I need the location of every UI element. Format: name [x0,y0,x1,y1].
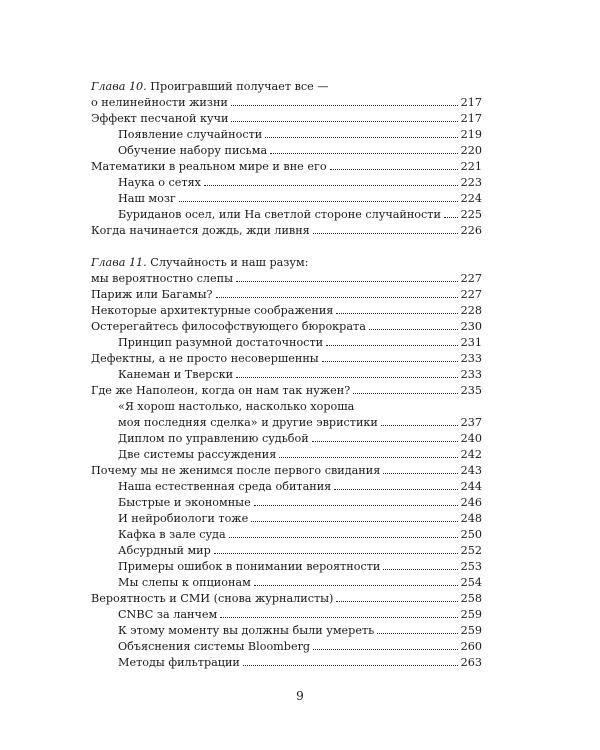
dot-leader [336,313,457,314]
dot-leader [353,393,457,394]
dot-leader [330,169,458,170]
toc-entry-continuation [91,415,482,431]
entry-page-number: 231 [460,336,482,349]
dot-leader [243,665,458,666]
entry-page-number: 228 [460,304,482,317]
entry-page-number: 225 [460,208,482,221]
entry-title: Париж или Багамы? [91,288,213,301]
toc-entry [91,303,482,319]
section-spacer [91,239,482,255]
toc-entry [91,159,482,175]
entry-title: Некоторые архитектурные соображения [91,304,334,317]
chapter-heading-text [91,79,332,95]
dot-leader [336,601,457,602]
entry-title: Принцип разумной достаточности [118,336,324,349]
toc-entry [91,111,482,127]
entry-page-number: 233 [460,352,482,365]
dot-leader [216,297,458,298]
dot-leader [214,553,458,554]
entry-page-number: 254 [460,576,482,589]
chapter-label: Глава 10. [91,80,147,93]
toc-entry [91,223,482,239]
toc-subentry [91,511,482,527]
toc-subentry [91,447,482,463]
entry-title: Кафка в зале суда [118,528,226,541]
dot-leader [326,345,458,346]
dot-leader [265,137,457,138]
entry-title: о нелинейности жизни [91,96,228,109]
dot-leader [270,153,458,154]
entry-page-number: 240 [460,432,482,445]
toc-subentry [91,543,482,559]
entry-page-number: 217 [460,96,482,109]
entry-page-number: 252 [460,544,482,557]
entry-page-number: 259 [460,624,482,637]
entry-page-number: 224 [460,192,482,205]
entry-title: Примеры ошибок в понимании вероятности [118,560,381,573]
toc-subentry [91,607,482,623]
entry-title: Канеман и Тверски [118,368,234,381]
dot-leader [322,361,458,362]
chapter-heading-text [91,255,311,271]
entry-page-number: 243 [460,464,482,477]
toc-subentry [91,191,482,207]
entry-title: Диплом по управлению судьбой [118,432,309,445]
toc-entry [91,591,482,607]
toc-entry [91,463,482,479]
entry-title: Вероятность и СМИ (снова журналисты) [91,592,334,605]
entry-title: CNBC за ланчем [118,608,218,621]
entry-page-number: 221 [460,160,482,173]
dot-leader [313,649,458,650]
entry-title: моя последняя сделка» и другие эвристики [118,416,378,429]
chapter-label: Глава 11. [91,256,147,269]
dot-leader [236,281,458,282]
toc-subentry [91,367,482,383]
toc-subentry [91,207,482,223]
chapter-title: Проигравший получает все — [150,80,329,93]
chapter-title: Случайность и наш разум: [150,256,309,269]
dot-leader [220,617,457,618]
dot-leader [251,521,457,522]
dot-leader [369,329,458,330]
dot-leader [377,633,457,634]
entry-page-number: 263 [460,656,482,669]
dot-leader [312,441,458,442]
page-number: 9 [296,689,304,703]
entry-page-number: 244 [460,480,482,493]
dot-leader [313,233,458,234]
entry-page-number: 242 [460,448,482,461]
toc-subentry [91,527,482,543]
toc-entry [91,287,482,303]
entry-page-number: 227 [460,288,482,301]
entry-title: Остерегайтесь философствующего бюрократа [91,320,366,333]
entry-title: К этому моменту вы должны были умереть [118,624,375,637]
entry-page-number: 259 [460,608,482,621]
entry-title: Наука о сетях [118,176,201,189]
chapter-heading [91,255,482,271]
entry-page-number: 233 [460,368,482,381]
toc-subentry [91,335,482,351]
toc-subentry [91,431,482,447]
dot-leader [334,489,457,490]
dot-leader [179,201,458,202]
toc-subentry [91,127,482,143]
entry-title: Где же Наполеон, когда он нам так нужен? [91,384,351,397]
entry-page-number: 223 [460,176,482,189]
dot-leader [279,457,457,458]
dot-leader [236,377,458,378]
dot-leader [254,505,458,506]
toc-entry [91,319,482,335]
entry-title: Наша естественная среда обитания [118,480,332,493]
entry-page-number: 230 [460,320,482,333]
entry-title: Буриданов осел, или На светлой стороне случайности [118,208,441,221]
entry-page-number: 253 [460,560,482,573]
dot-leader [231,121,457,122]
entry-title: Когда начинается дождь, жди ливня [91,224,310,237]
entry-page-number: 250 [460,528,482,541]
toc-subentry [91,655,482,671]
entry-page-number: 227 [460,272,482,285]
entry-page-number: 226 [460,224,482,237]
entry-title: Дефектны, а не просто несовершенны [91,352,319,365]
chapter-heading [91,79,482,95]
toc-subentry [91,143,482,159]
entry-title: Объяснения системы Bloomberg [118,640,311,653]
entry-title: Наш мозг [118,192,176,205]
dot-leader [383,569,457,570]
toc-entry [91,351,482,367]
entry-title: Две системы рассуждения [118,448,277,461]
dot-leader [383,473,457,474]
table-of-contents [91,79,482,671]
entry-page-number: 248 [460,512,482,525]
entry-title: И нейробиологи тоже [118,512,249,525]
toc-entry [91,383,482,399]
entry-title: Методы фильтрации [118,656,240,669]
entry-page-number: 235 [460,384,482,397]
toc-subentry [91,175,482,191]
entry-page-number: 220 [460,144,482,157]
dot-leader [254,585,458,586]
entry-title: «Я хорош настолько, насколько хороша [118,400,355,413]
entry-page-number: 219 [460,128,482,141]
chapter-heading-continuation [91,271,482,287]
entry-title: Абсурдный мир [118,544,211,557]
toc-entry [91,399,482,415]
entry-title: Математики в реальном мире и вне его [91,160,327,173]
dot-leader [231,105,458,106]
entry-title: Обучение набору письма [118,144,268,157]
entry-title: Эффект песчаной кучи [91,112,229,125]
entry-page-number: 217 [460,112,482,125]
toc-subentry [91,495,482,511]
toc-subentry [91,559,482,575]
entry-title: Быстрые и экономные [118,496,251,509]
entry-page-number: 258 [460,592,482,605]
toc-subentry [91,575,482,591]
dot-leader [381,425,458,426]
entry-page-number: 260 [460,640,482,653]
toc-subentry [91,479,482,495]
dot-leader [444,217,458,218]
chapter-heading-continuation [91,95,482,111]
entry-page-number: 237 [460,416,482,429]
entry-title: Появление случайности [118,128,263,141]
dot-leader [204,185,458,186]
toc-subentry [91,639,482,655]
entry-title: мы вероятностно слепы [91,272,233,285]
toc-subentry [91,623,482,639]
dot-leader [229,537,458,538]
entry-title: Почему мы не женимся после первого свидания [91,464,381,477]
entry-page-number: 246 [460,496,482,509]
entry-title: Мы слепы к опционам [118,576,251,589]
